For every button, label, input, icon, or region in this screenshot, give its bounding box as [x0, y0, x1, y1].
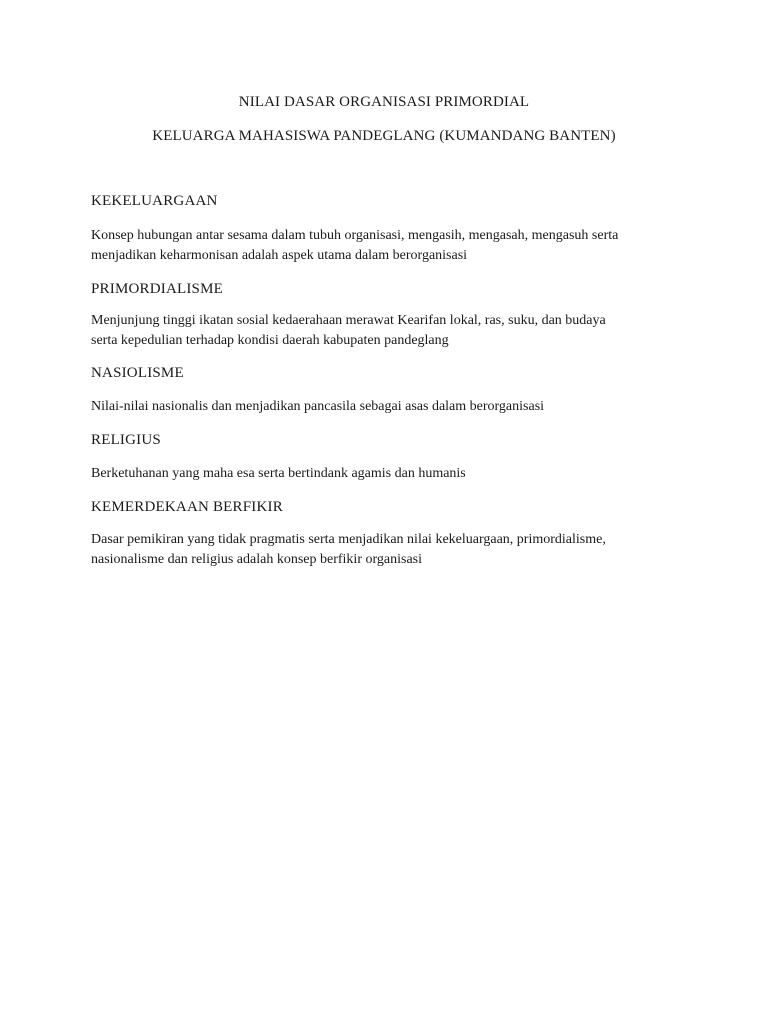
section-heading: RELIGIUS	[91, 432, 161, 448]
section-primordialisme	[91, 279, 691, 351]
section-nasiolisme	[91, 363, 691, 417]
section-heading: KEMERDEKAAN BERFIKIR	[91, 499, 283, 515]
document-content	[91, 191, 691, 570]
section-body: Berketuhanan yang maha esa serta bertindank agamis dan humanis	[91, 466, 466, 481]
section-heading: NASIOLISME	[91, 365, 184, 381]
section-body: Menjunjung tinggi ikatan sosial kedaerahaan merawat Kearifan lokal, ras, suku, dan budaya serta kepedulian terhadap kondisi daerah kabupaten pandeglang	[91, 313, 606, 348]
section-body: Konsep hubungan antar sesama dalam tubuh organisasi, mengasih, mengasah, mengasuh serta menjadikan keharmonisan adalah aspek utama dalam berorganisasi	[91, 228, 619, 263]
section-kekeluargaan	[91, 191, 691, 266]
section-body: Dasar pemikiran yang tidak pragmatis serta menjadikan nilai kekeluargaan, primordialisme, nasionalisme dan religius adalah konsep berfikir organisasi	[91, 532, 606, 567]
section-kemerdekaan-berfikir	[91, 497, 691, 570]
section-body: Nilai-nilai nasionalis dan menjadikan pancasila sebagai asas dalam berorganisasi	[91, 399, 545, 414]
section-heading: PRIMORDIALISME	[91, 281, 223, 297]
document-title: NILAI DASAR ORGANISASI PRIMORDIAL	[238, 94, 530, 110]
document-subtitle: KELUARGA MAHASISWA PANDEGLANG (KUMANDANG BANTEN)	[152, 128, 616, 144]
section-religius	[91, 430, 691, 484]
title-block	[0, 92, 768, 146]
section-heading: KEKELUARGAAN	[91, 193, 218, 209]
